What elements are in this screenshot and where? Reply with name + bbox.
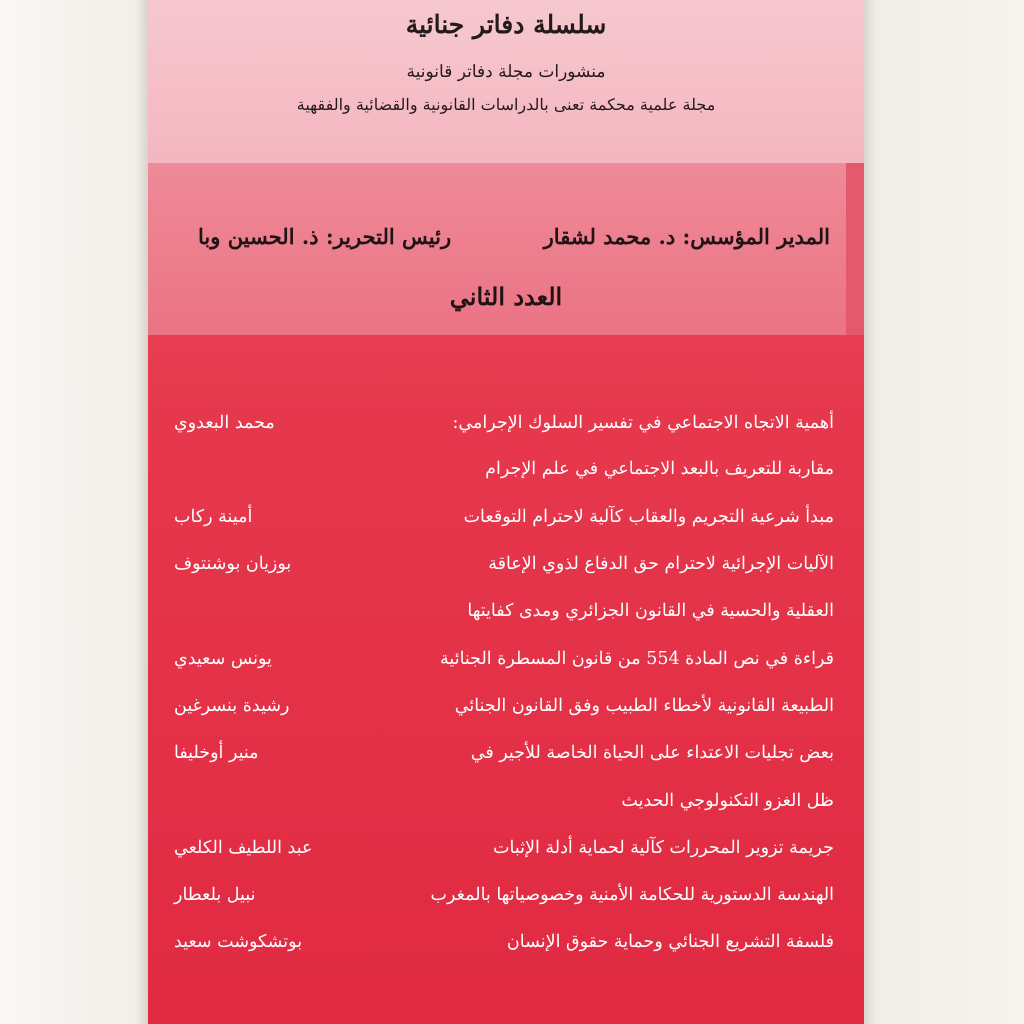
toc-row xyxy=(174,592,834,630)
toc-author: عبد اللطيف الكلعي xyxy=(174,838,313,858)
toc-title: الآليات الإجرائية لاحترام حق الدفاع لذوي الإعاقة xyxy=(488,554,834,574)
toc-author: يونس سعيدي xyxy=(174,649,272,669)
toc-row xyxy=(174,687,834,725)
toc-title: بعض تجليات الاعتداء على الحياة الخاصة للأجير في xyxy=(470,743,834,763)
toc-title: جريمة تزوير المحررات كآلية لحماية أدلة الإثبات xyxy=(493,838,834,858)
book-cover xyxy=(148,0,864,1024)
toc-row xyxy=(174,923,834,961)
toc-title: فلسفة التشريع الجنائي وحماية حقوق الإنسان xyxy=(506,932,834,952)
series-title: سلسلة دفاتر جنائية xyxy=(405,10,607,39)
toc-row xyxy=(174,498,834,536)
toc-title: ظل الغزو التكنولوجي الحديث xyxy=(621,791,834,811)
toc-title: الطبيعة القانونية لأخطاء الطبيب وفق القانون الجنائي xyxy=(454,696,834,716)
toc-author: بوتشكوشت سعيد xyxy=(174,932,303,952)
toc-row xyxy=(174,404,834,442)
toc-row xyxy=(174,829,834,867)
founding-director: المدير المؤسس: د. محمد لشقار xyxy=(543,224,830,249)
toc-title: قراءة في نص المادة 554 من قانون المسطرة الجنائية xyxy=(440,649,834,669)
table-of-contents xyxy=(148,404,864,964)
journal-description: مجلة علمية محكمة تعنى بالدراسات القانونية والقضائية والفقهية xyxy=(296,95,716,114)
toc-title: الهندسة الدستورية للحكامة الأمنية وخصوصياتها بالمغرب xyxy=(430,885,834,905)
page-right-margin xyxy=(864,0,1024,1024)
toc-author: نبيل بلعطار xyxy=(174,885,256,905)
toc-author: رشيدة بنسرغين xyxy=(174,696,290,716)
editors-line xyxy=(198,224,830,249)
toc-author: بوزيان بوشنتوف xyxy=(174,554,292,574)
editor-in-chief: رئيس التحرير: ذ. الحسين وبا xyxy=(198,224,452,249)
toc-author: منير أوخليفا xyxy=(174,743,259,763)
toc-row xyxy=(174,640,834,678)
publisher-line: منشورات مجلة دفاتر قانونية xyxy=(406,62,606,82)
toc-row xyxy=(174,450,834,488)
toc-row xyxy=(174,545,834,583)
toc-title: مبدأ شرعية التجريم والعقاب كآلية لاحترام التوقعات xyxy=(463,507,834,527)
page-left-margin xyxy=(0,0,148,1024)
toc-title: العقلية والحسية في القانون الجزائري ومدى كفايتها xyxy=(467,601,834,621)
toc-title: مقاربة للتعريف بالبعد الاجتماعي في علم الإجرام xyxy=(485,459,834,479)
issue-label: العدد الثاني xyxy=(449,282,563,311)
toc-row xyxy=(174,782,834,820)
toc-row xyxy=(174,734,834,772)
toc-author: أمينة ركاب xyxy=(174,507,253,527)
toc-title: أهمية الاتجاه الاجتماعي في تفسير السلوك الإجرامي: xyxy=(452,413,834,433)
toc-author: محمد البعدوي xyxy=(174,413,275,433)
toc-row xyxy=(174,876,834,914)
